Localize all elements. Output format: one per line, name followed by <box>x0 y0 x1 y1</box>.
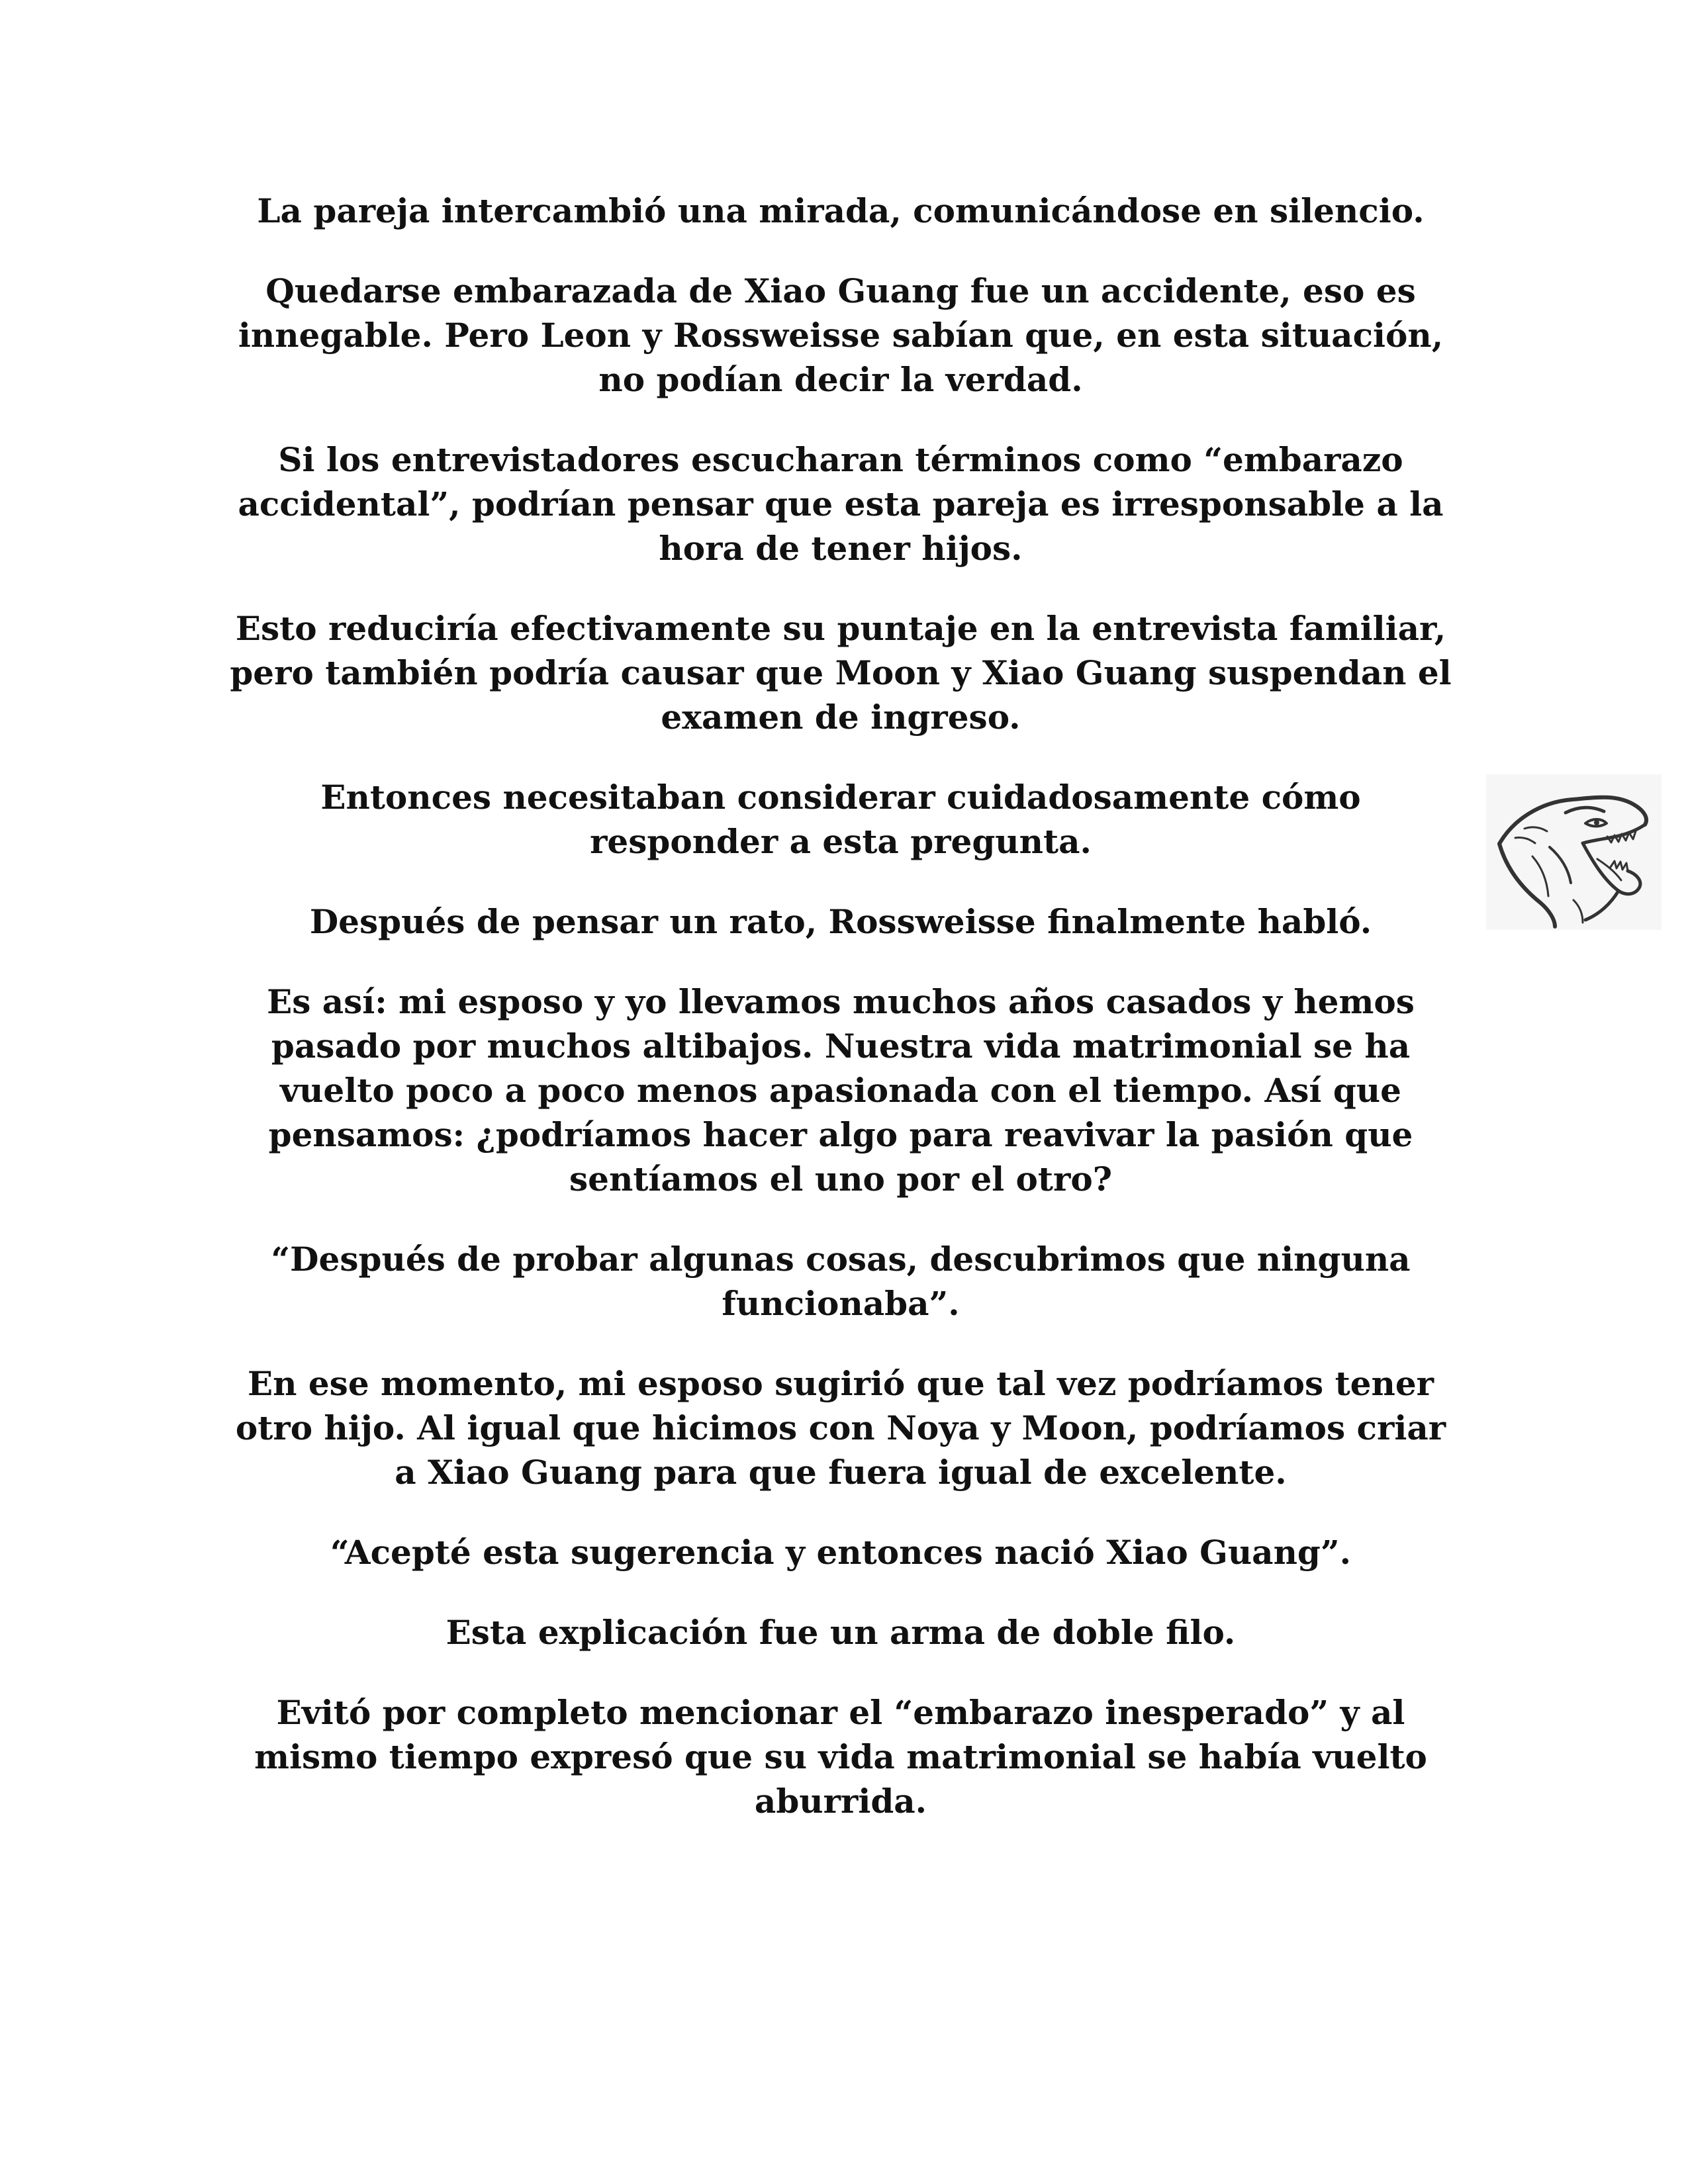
paragraph-12: Evitó por completo mencionar el “embarazo inesperado” y al mismo tiempo expresó que su vida matrimonial se había vuelto aburrida. <box>254 1693 1427 1821</box>
paragraph-3: Si los entrevistadores escucharan términos como “embarazo accidental”, podrían pensar que esta pareja es irresponsable a la hora de tener hijos. <box>238 440 1444 568</box>
paragraph-5: Entonces necesitaban considerar cuidadosamente cómo responder a esta pregunta. <box>320 778 1361 861</box>
paragraph-11: Esta explicación fue un arma de doble filo. <box>445 1613 1236 1652</box>
paragraph-9: En ese momento, mi esposo sugirió que tal vez podríamos tener otro hijo. Al igual que hicimos con Noya y Moon, podríamos criar a Xiao Guang para que fuera igual de excelente. <box>235 1364 1446 1492</box>
dinosaur-head-icon <box>1486 774 1662 930</box>
paragraph-6: Después de pensar un rato, Rossweisse finalmente habló. <box>309 902 1372 941</box>
paragraph-10: “Acepté esta sugerencia y entonces nació Xiao Guang”. <box>330 1533 1352 1572</box>
paragraph-2: Quedarse embarazada de Xiao Guang fue un accidente, eso es innegable. Pero Leon y Rossweisse sabían que, en esta situación, no podían decir la verdad. <box>238 271 1444 399</box>
paragraph-1: La pareja intercambió una mirada, comunicándose en silencio. <box>257 191 1425 230</box>
text-body <box>225 189 1456 1859</box>
paragraph-8: “Después de probar algunas cosas, descubrimos que ninguna funcionaba”. <box>271 1240 1411 1323</box>
paragraph-7: Es así: mi esposo y yo llevamos muchos años casados y hemos pasado por muchos altibajos. Nuestra vida matrimonial se ha vuelto poco a poco menos apasionada con el tiempo. Así que pensamos: ¿podríamos hacer algo para reavivar la pasión que sentíamos el uno por el otro? <box>267 982 1415 1199</box>
paragraph-4: Esto reduciría efectivamente su puntaje en la entrevista familiar, pero también podría causar que Moon y Xiao Guang suspendan el examen de ingreso. <box>230 609 1452 737</box>
